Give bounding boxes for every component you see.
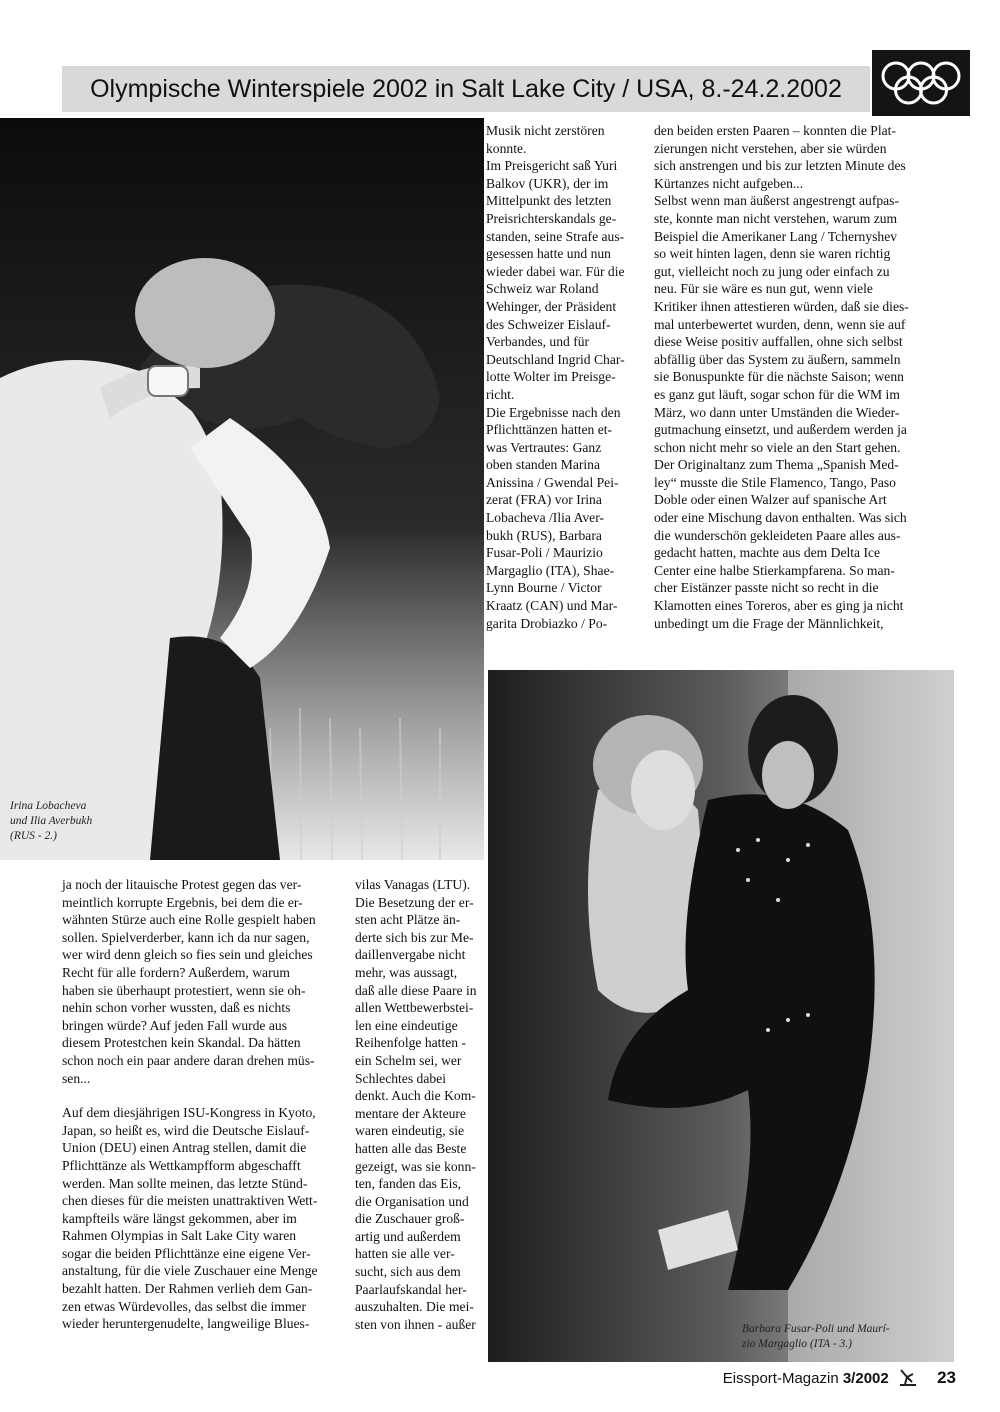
magazine-name: Eissport-Magazin	[722, 1369, 839, 1387]
photo-caption-bottom: Barbara Fusar-Poli und Maurí- zio Margaglio (ITA - 3.)	[742, 1323, 890, 1350]
page-number: 23	[937, 1367, 956, 1387]
skater-logo-icon	[897, 1366, 919, 1392]
text-column-middle-bottom: vilas Vanagas (LTU). Die Besetzung der er- sten acht Plätze än- derte sich bis zur Me- daillenvergabe nicht mehr, was aussagt, daß alle diese Paare in allen Wettbewerbstei- len eine eindeutige Reihenfolge hatten - ein Schelm sei, wer Schlechtes dabei denkt. Auch die Kom- mentare der Akteure waren eindeutig, sie hatten alle das Beste gezeigt, was sie konn- ten, fanden das Eis, die Organisation und die Zuschauer groß- artig und außerdem hatten sie alle ver- sucht, sich aus dem Paarlaufskandal her- auszuhalten. Die mei- sten von ihnen - außer	[355, 877, 477, 1332]
photo-caption-top: Irina Lobacheva und Ilia Averbukh (RUS - 2.)	[10, 800, 93, 842]
text-column-middle-top: Musik nicht zerstören konnte. Im Preisgericht saß Yuri Balkov (UKR), der im Mittelpunkt des letzten Preisrichterskandals ge- standen, seine Strafe aus- gesessen hatte und nun wieder dabei war. Für die Schweiz war Roland Wehinger, der Präsident des Schweizer Eislauf- Verbandes, und für Deutschland Ingrid Char- lotte Wolter im Preisge- richt. Die Ergebnisse nach den Pflichttänzen hatten et- was Vertrautes: Ganz oben standen Marina Anissina / Gwendal Pei- zerat (FRA) vor Irina Lobacheva /Ilia Aver- bukh (RUS), Barbara Fusar-Poli / Maurizio Margaglio (ITA), Shae- Lynn Bourne / Victor Kraatz (CAN) und Mar- garita Drobiazko / Po-	[486, 123, 625, 631]
issue-number: 3/2002	[842, 1369, 889, 1387]
photo-lobacheva-averbukh	[0, 118, 484, 860]
page-title: Olympische Winterspiele 2002 in Salt Lake City / USA, 8.-24.2.2002	[90, 75, 842, 103]
page-footer	[723, 1366, 956, 1392]
text-column-left-bottom: ja noch der litauische Protest gegen das ver- meintlich korrupte Ergebnis, bei dem die er- wähnten Stürze auch eine Rolle gespielt haben sollen. Spielverderber, kann ich da nur sagen, wer wird denn gleich so fies sein und gleiches Recht für alle fordern? Außerdem, warum haben sie überhaupt protestiert, wenn sie oh- nehin schon vorher wussten, daß es nichts bringen würde? Auf jeden Fall wurde aus diesem Protestchen kein Skandal. Da hätten schon noch ein paar andere daran drehen müs- sen... Auf dem diesjährigen ISU-Kongress in Kyoto, Japan, so heißt es, wird die Deutsche Eislauf- Union (DEU) einen Antrag stellen, damit die Pflichttänze als Wettkampfform abgeschafft werden. Man sollte meinen, das letzte Stünd- chen dieses für die meisten unattraktiven Wett- kampfteils wäre längst gekommen, aber im Rahmen Olympias in Salt Lake City waren sogar die beiden Pflichttänze eine eigene Ver- anstaltung, für die viele Zuschauer eine Menge bezahlt hatten. Der Rahmen verlieh dem Gan- zen etwas Würdevolles, das selbst die immer wieder heruntergenudelte, langweilige Blues-	[62, 877, 318, 1332]
olympic-rings-icon	[872, 50, 970, 116]
photo-fusar-poli-margaglio	[488, 670, 954, 1362]
text-column-right-top: den beiden ersten Paaren – konnten die Plat- zierungen nicht verstehen, aber sie würden sich anstrengen und bis zur letzten Minute des Kürtanzes nicht aufgeben... Selbst wenn man äußerst angestrengt aufpas- ste, konnte man nicht verstehen, warum zum Beispiel die Amerikaner Lang / Tchernyshev so weit hinten lagen, denn sie waren richtig gut, vielleicht noch zu jung oder einfach zu neu. Für sie wäre es nun gut, wenn viele Kritiker ihnen attestieren würden, daß sie dies- mal unterbewertet wurden, denn, wenn sie auf diese Weise positiv auffallen, ohne sich selbst abfällig über das System zu äußern, sammeln sie Bonuspunkte für die nächste Saison; wenn es ganz gut läuft, sogar schon für die WM im März, wo dann unter Umständen die Wieder- gutmachung einsetzt, und außerdem werden ja schon nicht mehr so viele an den Start gehen. Der Originaltanz zum Thema „Spanish Med- ley“ musste die Stile Flamenco, Tango, Paso Doble oder einen Walzer auf spanische Art oder eine Mischung davon enthalten. Was sich die wunderschön gekleideten Paare alles aus- gedacht hatten, machte aus dem Delta Ice Center eine halbe Stierkampfarena. So man- cher Eistänzer passte nicht so recht in die Klamotten eines Toreros, aber es ging ja nicht unbedingt um die Frage der Männlichkeit,	[654, 123, 909, 631]
